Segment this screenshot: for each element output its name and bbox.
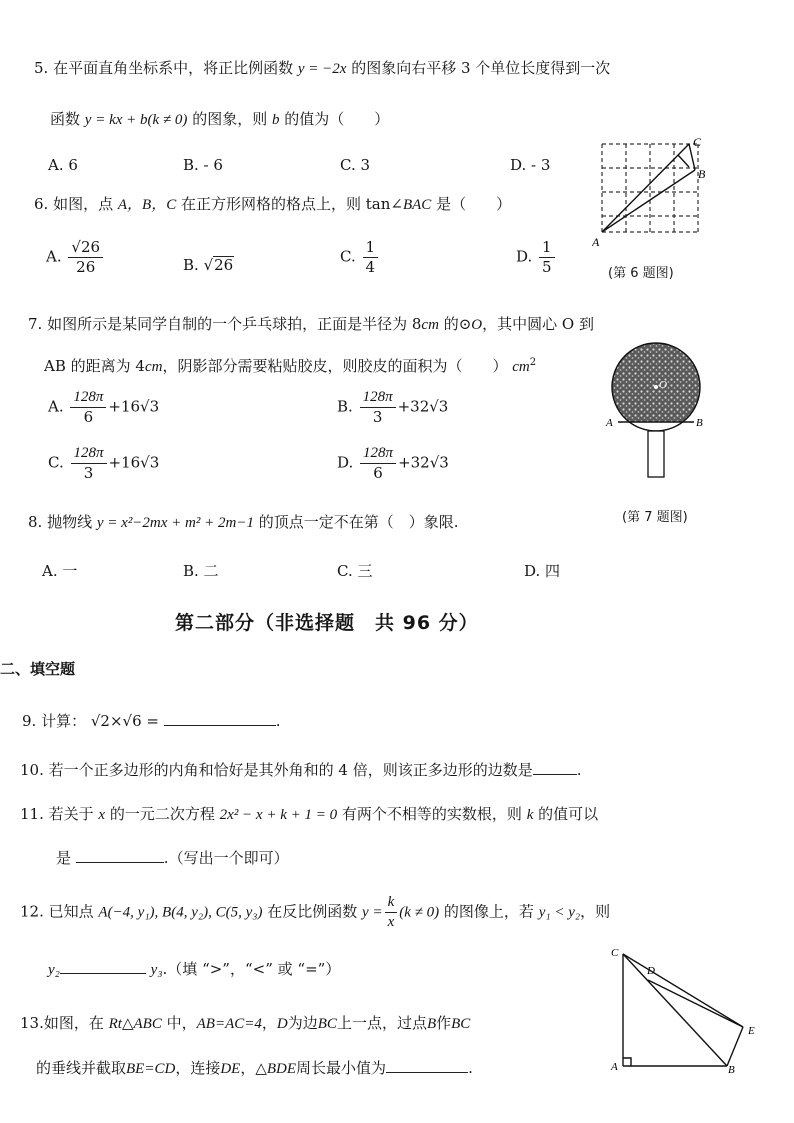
q13-bc2: BC [451,1016,471,1032]
section-fill-blank: 二、填空题 [0,660,76,678]
q13-triangle-figure [600,942,770,1077]
q5-text2-end: 的图象，则 [192,110,268,128]
q12-condition: y₁ < y₂ [538,904,581,921]
q13-answer-blank[interactable] [386,1058,468,1073]
q7-unit: cm [421,317,439,333]
q7-label-o: O [659,379,667,391]
q7-option-d [337,444,449,483]
q12-points: A(−4, y₁), B(4, y₂), C(5, y₃) [98,904,263,921]
q11-var-x: x [98,807,106,823]
q11-var-k: k [526,807,534,823]
q7-opt-a-fraction [70,388,106,427]
q7-label-a: A [606,417,613,429]
q13-label-a: A [611,1061,618,1073]
q7-text2: AB 的距离为 4 [44,357,145,375]
q7-opt-c-tail: +16√3 [108,453,160,472]
q7-opt-d-tail: +32√3 [398,453,449,472]
q7-text2-end: ，阴影部分需要粘贴胶皮，则胶皮的面积为（ ） [162,357,508,375]
q13-text8: ，连接 [175,1059,221,1077]
q8-option-d: D. 四 [524,562,561,580]
q11-text5: 是 [56,849,72,867]
q7-opt-b-den: 3 [372,408,383,426]
q7-opt-d-num: 128π [360,444,396,464]
q12-func-cond: (k ≠ 0) [399,904,440,921]
q7-opt-b-tail: +32√3 [397,397,449,416]
q5-equation2: y = kx + b(k ≠ 0) [84,112,188,128]
q13-text4: 为边 [287,1014,318,1032]
q6-caption: (第 6 题图) [608,266,674,281]
q6-label-a: A [592,235,600,249]
q6-text3: 是（ ） [436,195,512,213]
q8-equation: y = x²−2mx + m² + 2m−1 [96,515,254,531]
q11-text: 11. 若关于 [20,805,94,823]
q10-answer-blank[interactable] [533,760,577,775]
q6-label-b: B [698,167,706,181]
q8-option-b: B. 二 [183,562,219,580]
q7-text-mid: 的⊙ [443,315,472,333]
q13-label-e: E [748,1025,755,1037]
q13-end: . [468,1059,473,1077]
q12-text2: 在反比例函数 [267,902,358,921]
q10-end: . [576,761,582,779]
q7-option-c [48,444,159,483]
q5-text2: 函数 [50,110,81,128]
q5-text: 5. 在平面直角坐标系中，将正比例函数 [34,59,294,77]
q6-opt-b-label: B. [183,256,199,274]
q7-opt-d-den: 6 [373,464,383,482]
q13-triangle: Rt△ABC [108,1016,162,1032]
q7-paddle-figure [598,330,718,490]
q7-opt-a-label: A. [48,397,64,416]
q7-handle [648,431,664,477]
q10-text: 10. 若一个正多边形的内角和恰好是其外角和的 4 倍，则该正多边形的边数是 [20,761,533,779]
q12-text: 12. 已知点 [20,902,94,921]
q5-equation: y = −2x [297,61,347,77]
q6-option-a [46,238,105,277]
q12-answer-blank[interactable] [60,959,146,974]
q8-text: 8. 抛物线 [28,513,93,531]
q12-text3: 的图像上，若 [443,902,534,921]
q5-text-end: 的图象向右平移 3 个单位长度得到一次 [351,59,611,77]
q9 [22,710,281,731]
q11-text3: 有两个不相等的实数根，则 [341,805,522,823]
q6-option-c [340,238,380,277]
q6-option-b: B. √26 [183,256,234,274]
q6-opt-d-fraction [539,238,555,277]
q13-text5: 上一点，过点 [336,1014,427,1032]
q12-func-y: y = [362,904,383,921]
q9-answer-blank[interactable] [164,711,276,726]
q12-line2 [48,958,340,979]
q10 [20,759,582,780]
q12-text4: ，则 [580,902,611,921]
q6-label-c: C [693,135,702,149]
q6-stem [34,193,511,214]
q6-opt-c-num: 1 [363,238,379,258]
q13-text3: ， [261,1014,277,1032]
q13-bde: BDE [266,1061,297,1077]
q7-text: 7. 如图所示是某同学自制的一个乒乓球拍，正面是半径为 8 [28,315,422,333]
q6-opt-c-label: C. [340,247,356,266]
q9-text: 9. 计算： [22,712,87,730]
q7-opt-b-label: B. [337,397,353,416]
q5-option-d: D. - 3 [510,156,551,174]
q13-text6: 作 [436,1014,452,1032]
q11-line1 [20,803,598,824]
q12-fill-hint: .（填 “>”，“<” 或 “=”） [162,960,341,978]
q6-opt-d-num: 1 [539,238,555,258]
q6-opt-d-label: D. [516,247,533,266]
q7-opt-a-den: 6 [83,408,94,426]
q7-opt-c-label: C. [48,453,64,472]
q12-y2: y₂ [48,962,60,978]
q6-opt-a-fraction [68,238,103,277]
q7-opt-d-label: D. [337,453,354,472]
q13-equation2: BE=CD [126,1061,176,1077]
q5-option-c: C. 3 [340,156,371,174]
q7-unit2: cm [144,359,163,375]
q7-caption: (第 7 题图) [622,510,688,525]
q6-angle: BAC [402,197,432,213]
q13-label-d: D [647,965,655,977]
q5-line2 [50,108,389,129]
q7-opt-a-tail: +16√3 [108,397,160,416]
q7-option-a [48,388,159,427]
q7-opt-d-fraction [360,444,396,483]
q7-option-b [337,388,448,427]
q13-text10: 周长最小值为 [296,1059,387,1077]
q13-text9: ，△ [240,1059,267,1077]
q5-var-b: b [271,112,280,128]
q7-unit3: cm [512,359,530,375]
q13-equation1: AB=AC=4 [196,1016,262,1032]
q9-expression: √2×√6 = [90,712,159,730]
q12-y3: y₃ [150,962,163,978]
q6-points: A，B，C [117,197,177,213]
q11-answer-blank[interactable] [76,848,164,863]
q13-text: 13.如图，在 [20,1014,104,1032]
q6-opt-d-den: 5 [542,258,552,276]
q13-text2: 中， [166,1014,197,1032]
q6-option-d [516,238,557,277]
q11-text6: .（写出一个即可） [163,849,289,867]
q6-text: 6. 如图，点 [34,195,114,213]
q6-opt-a-num: √26 [68,238,103,258]
q13-bc: BC [317,1016,337,1032]
q5-option-b: B. - 6 [183,156,223,174]
q11-text4: 的值可以 [538,805,599,823]
q6-grid-figure [592,134,712,249]
q12-func-num: k [385,893,398,913]
q5-text2-tail: 的值为（ ） [284,110,390,128]
q9-end: . [275,712,281,730]
q12-func-fraction [385,893,398,932]
q13-label-c: C [611,947,619,959]
part2-title: 第二部分（非选择题 共 96 分） [175,612,479,634]
q7-opt-b-num: 128π [360,388,396,408]
q8-text2: 的顶点一定不在第（ ）象限. [258,513,459,531]
q6-text2: 在正方形网格的格点上，则 tan∠ [181,195,403,213]
q12-func-den: x [387,914,395,930]
q6-opt-a-label: A. [46,247,62,266]
q6-opt-a-den: 26 [76,258,96,276]
q13-point-d: D [276,1016,288,1032]
q11-text2: 的一元二次方程 [109,805,215,823]
q7-opt-b-fraction [360,388,396,427]
q7-text-end: ，其中圆心 O 到 [482,315,594,333]
q7-label-b: B [696,417,703,429]
q6-opt-c-fraction [363,238,379,277]
q8-option-a: A. 一 [42,562,78,580]
q7-o: O [471,317,483,333]
q6-opt-b-val: 26 [214,256,234,274]
q13-text7: 的垂线并截取 [36,1059,127,1077]
q11-equation: 2x² − x + k + 1 = 0 [219,807,338,823]
q13-line2 [36,1057,473,1078]
q7-line2: AB 的距离为 4cm，阴影部分需要粘贴胶皮，则胶皮的面积为（ ） $cm^2$ [44,357,537,375]
q6-opt-c-den: 4 [365,258,376,276]
q11-line2 [56,847,289,868]
q7-opt-a-num: 128π [70,388,106,408]
q13-point-b: B [426,1016,437,1032]
q5-line1 [34,57,610,78]
q7-opt-c-fraction [71,444,107,483]
q7-opt-c-num: 128π [71,444,107,464]
q13-de: DE [220,1061,241,1077]
q12-line1 [20,893,610,932]
q7-line1 [28,313,594,334]
q5-option-a: A. 6 [48,156,78,174]
q13-label-b: B [728,1064,735,1076]
q7-opt-c-den: 3 [83,464,94,482]
q8-option-c: C. 三 [337,562,373,580]
q13-line1 [20,1012,470,1033]
q8-stem [28,511,459,532]
